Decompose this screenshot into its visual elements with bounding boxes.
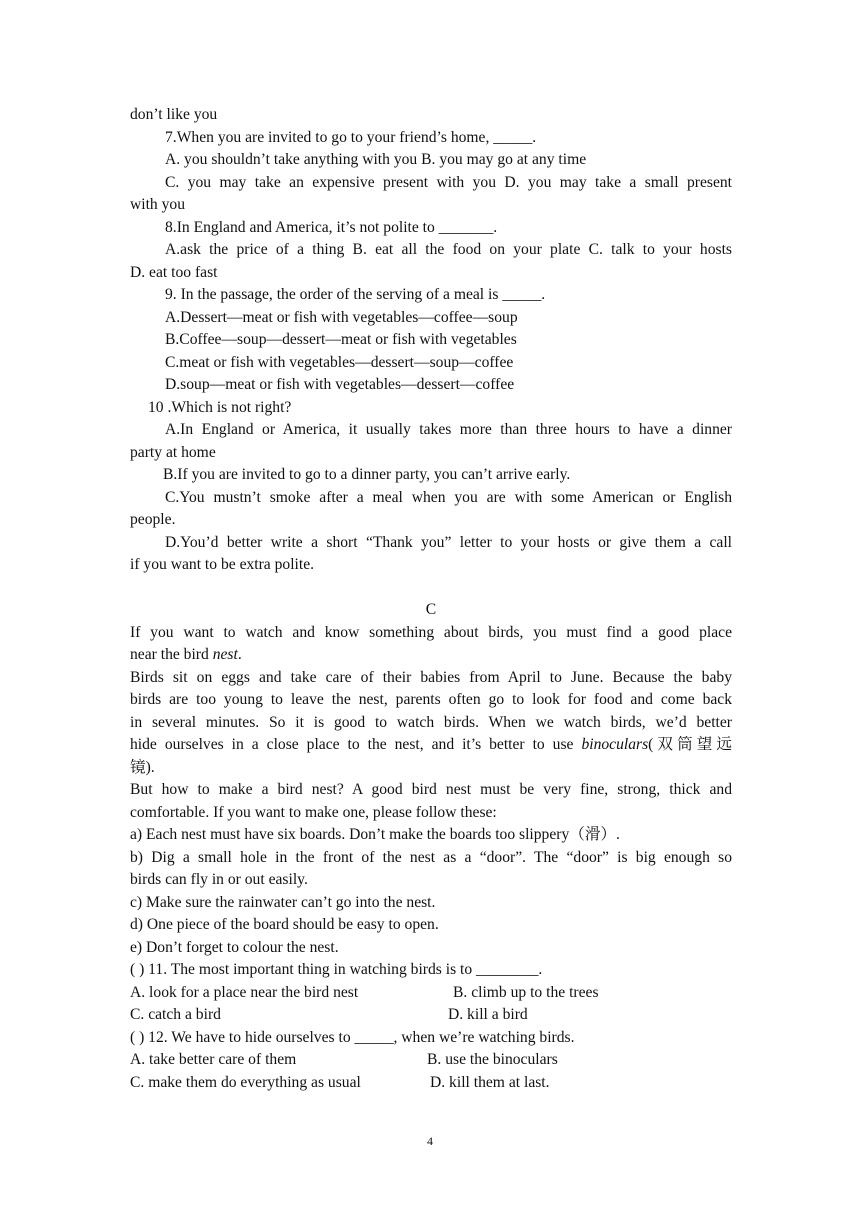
q9-option-d: D.soup—meat or fish with vegetables—dessert—coffee: [165, 376, 515, 393]
q7-options-cd-cont: with you: [130, 196, 186, 213]
q12-option-a: A. take better care of them: [130, 1051, 297, 1068]
q12-options-cd: [130, 1072, 732, 1095]
q8-option-d: D. eat too fast: [130, 263, 218, 281]
italic-term: nest: [212, 646, 238, 663]
italic-term: binoculars: [581, 736, 649, 753]
q9-option-b: B.Coffee—soup—dessert—meat or fish with vegetables: [165, 331, 517, 348]
q12-option-b: B. use the binoculars: [427, 1051, 558, 1068]
text-span: near the bird: [130, 646, 213, 663]
paragraph-line: [130, 734, 732, 757]
q10-option-d-cont: if you want to be extra polite.: [130, 556, 315, 573]
page-number: 4: [427, 1134, 433, 1148]
spacer: [130, 577, 732, 600]
q11-option-d: D. kill a bird: [448, 1006, 528, 1023]
q10-option-a: A.In England or America, it usually takes more than three hours to have a dinner: [165, 421, 732, 438]
paragraph-line: comfortable. If you want to make one, please follow these:: [130, 803, 497, 821]
q11-options-ab: [130, 982, 732, 1005]
text-line: don’t like you: [130, 106, 218, 123]
paragraph-line: birds are too young to leave the nest, parents often go to look for food and come back: [130, 691, 732, 708]
q12-option-d: D. kill them at last.: [430, 1073, 550, 1091]
q11-option-c: C. catch a bird: [130, 1006, 221, 1023]
paragraph-line: [130, 644, 732, 667]
q11-option-a: A. look for a place near the bird nest: [130, 983, 359, 1001]
page-content: [130, 104, 732, 1094]
text-span: .: [237, 646, 242, 663]
paragraph-line: If you want to watch and know something about birds, you must find a good place: [130, 623, 732, 641]
q7-options-ab: A. you shouldn’t take anything with you B. you may go at any time: [165, 151, 587, 168]
q8-options-abc: A.ask the price of a thing B. eat all the food on your plate C. talk to your hosts: [165, 241, 732, 258]
q7-options-cd: C. you may take an expensive present with you D. you may take a small present: [165, 173, 732, 191]
list-item: a) Each nest must have six boards. Don’t make the boards too slippery（滑）.: [130, 826, 620, 843]
paragraph-line: Birds sit on eggs and take care of their babies from April to June. Because the baby: [130, 668, 732, 686]
q10-option-d: D.You’d better write a short “Thank you” letter to your hosts or give them a call: [165, 533, 732, 551]
q10-option-a-cont: party at home: [130, 443, 216, 461]
text-span: (双筒望远: [648, 736, 732, 753]
q10-option-c: C.You mustn’t smoke after a meal when you are with some American or English: [165, 488, 732, 506]
question-12: ( ) 12. We have to hide ourselves to _____, when we’re watching birds.: [130, 1028, 575, 1046]
q9-option-a: A.Dessert—meat or fish with vegetables—coffee—soup: [165, 308, 518, 326]
question-11: ( ) 11. The most important thing in watching birds is to ________.: [130, 961, 543, 978]
question-8: 8.In England and America, it’s not polite to _______.: [165, 218, 498, 236]
q9-option-c: C.meat or fish with vegetables—dessert—soup—coffee: [165, 353, 514, 371]
list-item: b) Dig a small hole in the front of the nest as a “door”. The “door” is big enough so: [130, 848, 732, 866]
section-heading: C: [425, 601, 437, 618]
text-span: hide ourselves in a close place to the nest, and it’s better to use: [130, 736, 582, 753]
paragraph-line: in several minutes. So it is good to watch birds. When we watch birds, we’d better: [130, 713, 732, 731]
list-item-cont: birds can fly in or out easily.: [130, 871, 308, 888]
paragraph-line: 镜).: [130, 758, 155, 776]
q12-option-c: C. make them do everything as usual: [130, 1073, 361, 1091]
q10-option-b: B.If you are invited to go to a dinner party, you can’t arrive early.: [163, 466, 571, 483]
question-9: 9. In the passage, the order of the serving of a meal is _____.: [165, 286, 546, 303]
q11-options-cd: [130, 1004, 732, 1027]
q12-options-ab: [130, 1049, 732, 1072]
list-item: e) Don’t forget to colour the nest.: [130, 938, 339, 956]
q10-option-c-cont: people.: [130, 511, 176, 528]
paragraph-line: But how to make a bird nest? A good bird nest must be very fine, strong, thick and: [130, 781, 732, 798]
question-10: 10 .Which is not right?: [148, 398, 292, 416]
list-item: c) Make sure the rainwater can’t go into the nest.: [130, 893, 436, 911]
question-7: 7.When you are invited to go to your friend’s home, _____.: [165, 128, 537, 146]
list-item: d) One piece of the board should be easy to open.: [130, 916, 439, 933]
q11-option-b: B. climb up to the trees: [453, 983, 599, 1001]
